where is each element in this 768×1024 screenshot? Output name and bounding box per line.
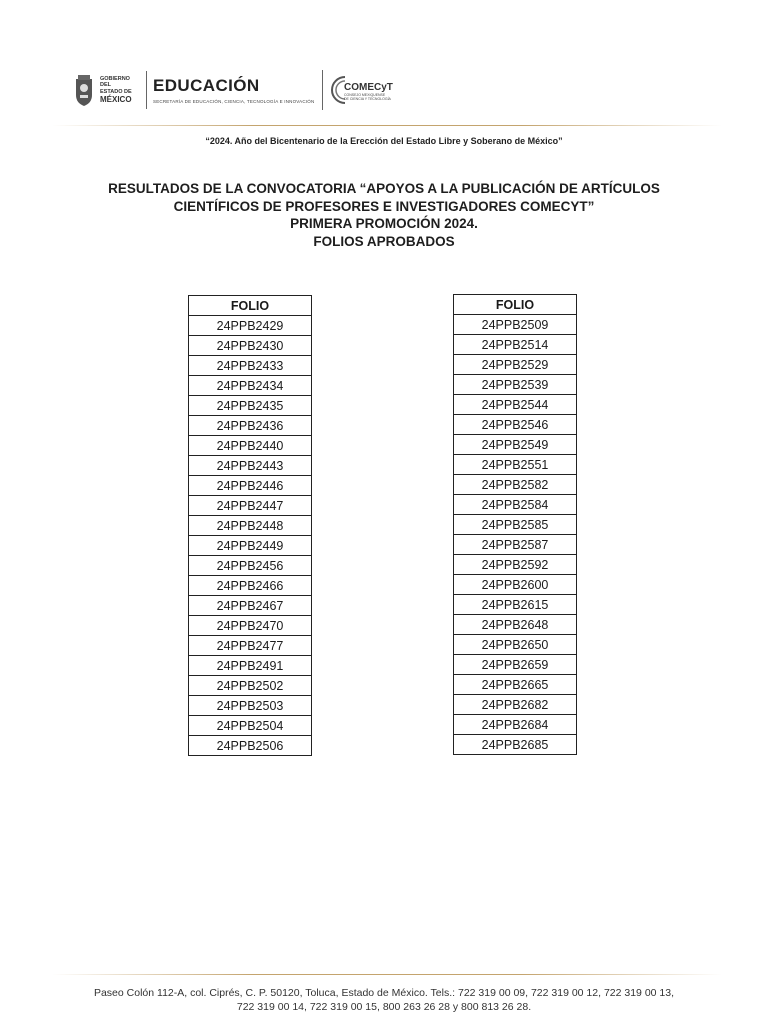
footer-line: 722 319 00 14, 722 319 00 15, 800 263 26 28 y 800 813 26 28. — [236, 1001, 532, 1013]
comecyt-sub: CONSEJO MEXIQUENSE — [344, 93, 386, 97]
folio-cell: 24PPB2615 — [454, 595, 577, 615]
folio-cell: 24PPB2551 — [454, 455, 577, 475]
table-row — [454, 735, 577, 755]
footer-address — [0, 986, 768, 1014]
table-row — [189, 676, 312, 696]
footer-line: Paseo Colón 112-A, col. Ciprés, C. P. 50120, Toluca, Estado de México. Tels.: 722 319 00 09, 722 319 00 12, 722 319 00 13, — [93, 987, 675, 999]
footer-rule — [52, 974, 722, 975]
title-line: CIENTÍFICOS DE PROFESORES E INVESTIGADORES COMECYT” — [173, 198, 595, 214]
table-row — [454, 635, 577, 655]
folio-cell: 24PPB2447 — [189, 496, 312, 516]
table-row — [454, 315, 577, 335]
comecyt-name: COMECyT — [344, 82, 394, 93]
table-row — [189, 376, 312, 396]
table-row — [189, 496, 312, 516]
table-row — [454, 695, 577, 715]
table-row — [454, 555, 577, 575]
table-row — [454, 475, 577, 495]
folio-cell: 24PPB2446 — [189, 476, 312, 496]
table-row — [189, 536, 312, 556]
table-row — [454, 615, 577, 635]
educacion-title: EDUCACIÓN — [153, 76, 260, 95]
table-row — [189, 556, 312, 576]
folio-cell: 24PPB2539 — [454, 375, 577, 395]
folio-cell: 24PPB2434 — [189, 376, 312, 396]
estado-de-mexico-shield-icon — [72, 73, 96, 107]
folio-cell: 24PPB2502 — [189, 676, 312, 696]
folio-cell: 24PPB2503 — [189, 696, 312, 716]
table-row — [454, 375, 577, 395]
educacion-logo — [153, 76, 314, 104]
folio-cell: 24PPB2582 — [454, 475, 577, 495]
folio-cell: 24PPB2650 — [454, 635, 577, 655]
gobierno-line: ESTADO DE — [100, 88, 132, 95]
folio-cell: 24PPB2529 — [454, 355, 577, 375]
header-rule — [52, 125, 722, 126]
gobierno-logo — [72, 73, 140, 107]
table-row — [189, 416, 312, 436]
folio-cell: 24PPB2448 — [189, 516, 312, 536]
folio-cell: 24PPB2506 — [189, 736, 312, 756]
table-row — [189, 596, 312, 616]
folio-cell: 24PPB2684 — [454, 715, 577, 735]
table-row — [189, 736, 312, 756]
folio-cell: 24PPB2549 — [454, 435, 577, 455]
folio-table-left — [188, 295, 312, 756]
table-row — [189, 576, 312, 596]
folio-cell: 24PPB2665 — [454, 675, 577, 695]
folio-cell: 24PPB2470 — [189, 616, 312, 636]
table-row — [189, 656, 312, 676]
folio-cell: 24PPB2514 — [454, 335, 577, 355]
folio-cell: 24PPB2435 — [189, 396, 312, 416]
gobierno-line: GOBIERNO DEL — [100, 75, 130, 89]
folio-cell: 24PPB2467 — [189, 596, 312, 616]
table-row — [454, 575, 577, 595]
folio-cell: 24PPB2440 — [189, 436, 312, 456]
folio-cell: 24PPB2449 — [189, 536, 312, 556]
table-row — [189, 516, 312, 536]
table-row — [454, 655, 577, 675]
folio-cell: 24PPB2504 — [189, 716, 312, 736]
folio-cell: 24PPB2592 — [454, 555, 577, 575]
comecyt-logo-icon — [331, 73, 395, 107]
table-row — [189, 476, 312, 496]
title-line: PRIMERA PROMOCIÓN 2024. — [290, 216, 478, 231]
folio-header: FOLIO — [189, 296, 312, 316]
table-row — [454, 455, 577, 475]
folio-cell: 24PPB2659 — [454, 655, 577, 675]
table-row — [189, 616, 312, 636]
folio-cell: 24PPB2491 — [189, 656, 312, 676]
folio-cell: 24PPB2648 — [454, 615, 577, 635]
table-row — [189, 636, 312, 656]
folio-cell: 24PPB2430 — [189, 336, 312, 356]
table-row — [454, 595, 577, 615]
table-row — [454, 495, 577, 515]
gobierno-line: MÉXICO — [100, 95, 132, 105]
folio-cell: 24PPB2443 — [189, 456, 312, 476]
folio-cell: 24PPB2477 — [189, 636, 312, 656]
table-row — [189, 696, 312, 716]
table-row — [454, 335, 577, 355]
folio-cell: 24PPB2466 — [189, 576, 312, 596]
folio-cell: 24PPB2585 — [454, 515, 577, 535]
title-line: RESULTADOS DE LA CONVOCATORIA “APOYOS A LA PUBLICACIÓN DE ARTÍCULOS — [108, 181, 660, 196]
folio-cell: 24PPB2456 — [189, 556, 312, 576]
educacion-subtitle: SECRETARÍA DE EDUCACIÓN, CIENCIA, TECNOLOGÍA E INNOVACIÓN — [153, 99, 315, 104]
header-divider — [146, 71, 147, 109]
folio-header: FOLIO — [454, 295, 577, 315]
comecyt-logo — [331, 73, 395, 107]
table-row — [454, 415, 577, 435]
table-row — [454, 675, 577, 695]
table-row — [189, 716, 312, 736]
folio-cell: 24PPB2682 — [454, 695, 577, 715]
title-line: FOLIOS APROBADOS — [313, 233, 455, 249]
table-row — [454, 395, 577, 415]
table-row — [189, 316, 312, 336]
table-row — [189, 336, 312, 356]
folio-cell: 24PPB2600 — [454, 575, 577, 595]
folio-cell: 24PPB2433 — [189, 356, 312, 376]
header-divider — [322, 70, 323, 110]
document-title — [0, 180, 768, 250]
folio-cell: 24PPB2436 — [189, 416, 312, 436]
table-row — [454, 715, 577, 735]
table-row — [454, 435, 577, 455]
folio-table-right — [453, 294, 577, 755]
table-row — [189, 436, 312, 456]
table-row — [454, 535, 577, 555]
gobierno-text — [100, 76, 140, 105]
folio-cell: 24PPB2544 — [454, 395, 577, 415]
letterhead — [72, 66, 692, 114]
table-row — [189, 456, 312, 476]
motto: “2024. Año del Bicentenario de la Erección del Estado Libre y Soberano de México” — [205, 136, 563, 146]
folio-cell: 24PPB2584 — [454, 495, 577, 515]
folio-cell: 24PPB2509 — [454, 315, 577, 335]
table-row — [189, 356, 312, 376]
table-row — [454, 515, 577, 535]
folio-cell: 24PPB2685 — [454, 735, 577, 755]
table-row — [189, 396, 312, 416]
folio-cell: 24PPB2546 — [454, 415, 577, 435]
table-row — [454, 355, 577, 375]
comecyt-sub: DE CIENCIA Y TECNOLOGÍA — [344, 97, 392, 101]
folio-cell: 24PPB2587 — [454, 535, 577, 555]
folio-cell: 24PPB2429 — [189, 316, 312, 336]
